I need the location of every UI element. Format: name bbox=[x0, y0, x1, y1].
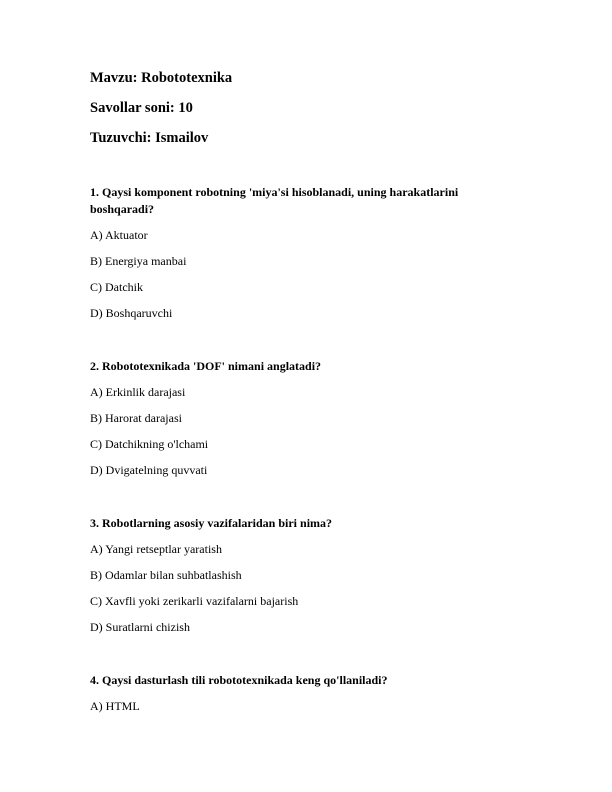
option-b: B) Harorat darajasi bbox=[90, 411, 182, 425]
author-line: Tuzuvchi: Ismailov bbox=[90, 130, 209, 146]
question-list bbox=[90, 184, 522, 715]
option-a: A) Aktuator bbox=[90, 228, 148, 242]
question-3 bbox=[90, 515, 522, 636]
option-d: D) Dvigatelning quvvati bbox=[90, 463, 208, 477]
question-text: 4. Qaysi dasturlash tili robototexnikada keng qo'llaniladi? bbox=[90, 673, 388, 687]
document-header bbox=[90, 69, 522, 147]
option-b: B) Odamlar bilan suhbatlashish bbox=[90, 568, 242, 582]
question-count-line: Savollar soni: 10 bbox=[90, 100, 193, 116]
question-2 bbox=[90, 358, 522, 479]
question-4 bbox=[90, 672, 522, 715]
option-d: D) Boshqaruvchi bbox=[90, 306, 173, 320]
option-c: C) Xavfli yoki zerikarli vazifalarni bajarish bbox=[90, 594, 299, 608]
question-text: 2. Robototexnikada 'DOF' nimani anglatadi? bbox=[90, 359, 322, 373]
option-d: D) Suratlarni chizish bbox=[90, 620, 190, 634]
question-1 bbox=[90, 184, 522, 322]
topic-line: Mavzu: Robototexnika bbox=[90, 70, 233, 86]
option-a: A) Erkinlik darajasi bbox=[90, 385, 186, 399]
option-b: B) Energiya manbai bbox=[90, 254, 187, 268]
question-text: 3. Robotlarning asosiy vazifalaridan biri nima? bbox=[90, 516, 333, 530]
question-text: 1. Qaysi komponent robotning 'miya'si hisoblanadi, uning harakatlarini boshqaradi? bbox=[90, 185, 459, 216]
option-a: A) HTML bbox=[90, 699, 140, 713]
option-c: C) Datchik bbox=[90, 280, 143, 294]
option-c: C) Datchikning o'lchami bbox=[90, 437, 209, 451]
option-a: A) Yangi retseptlar yaratish bbox=[90, 542, 222, 556]
